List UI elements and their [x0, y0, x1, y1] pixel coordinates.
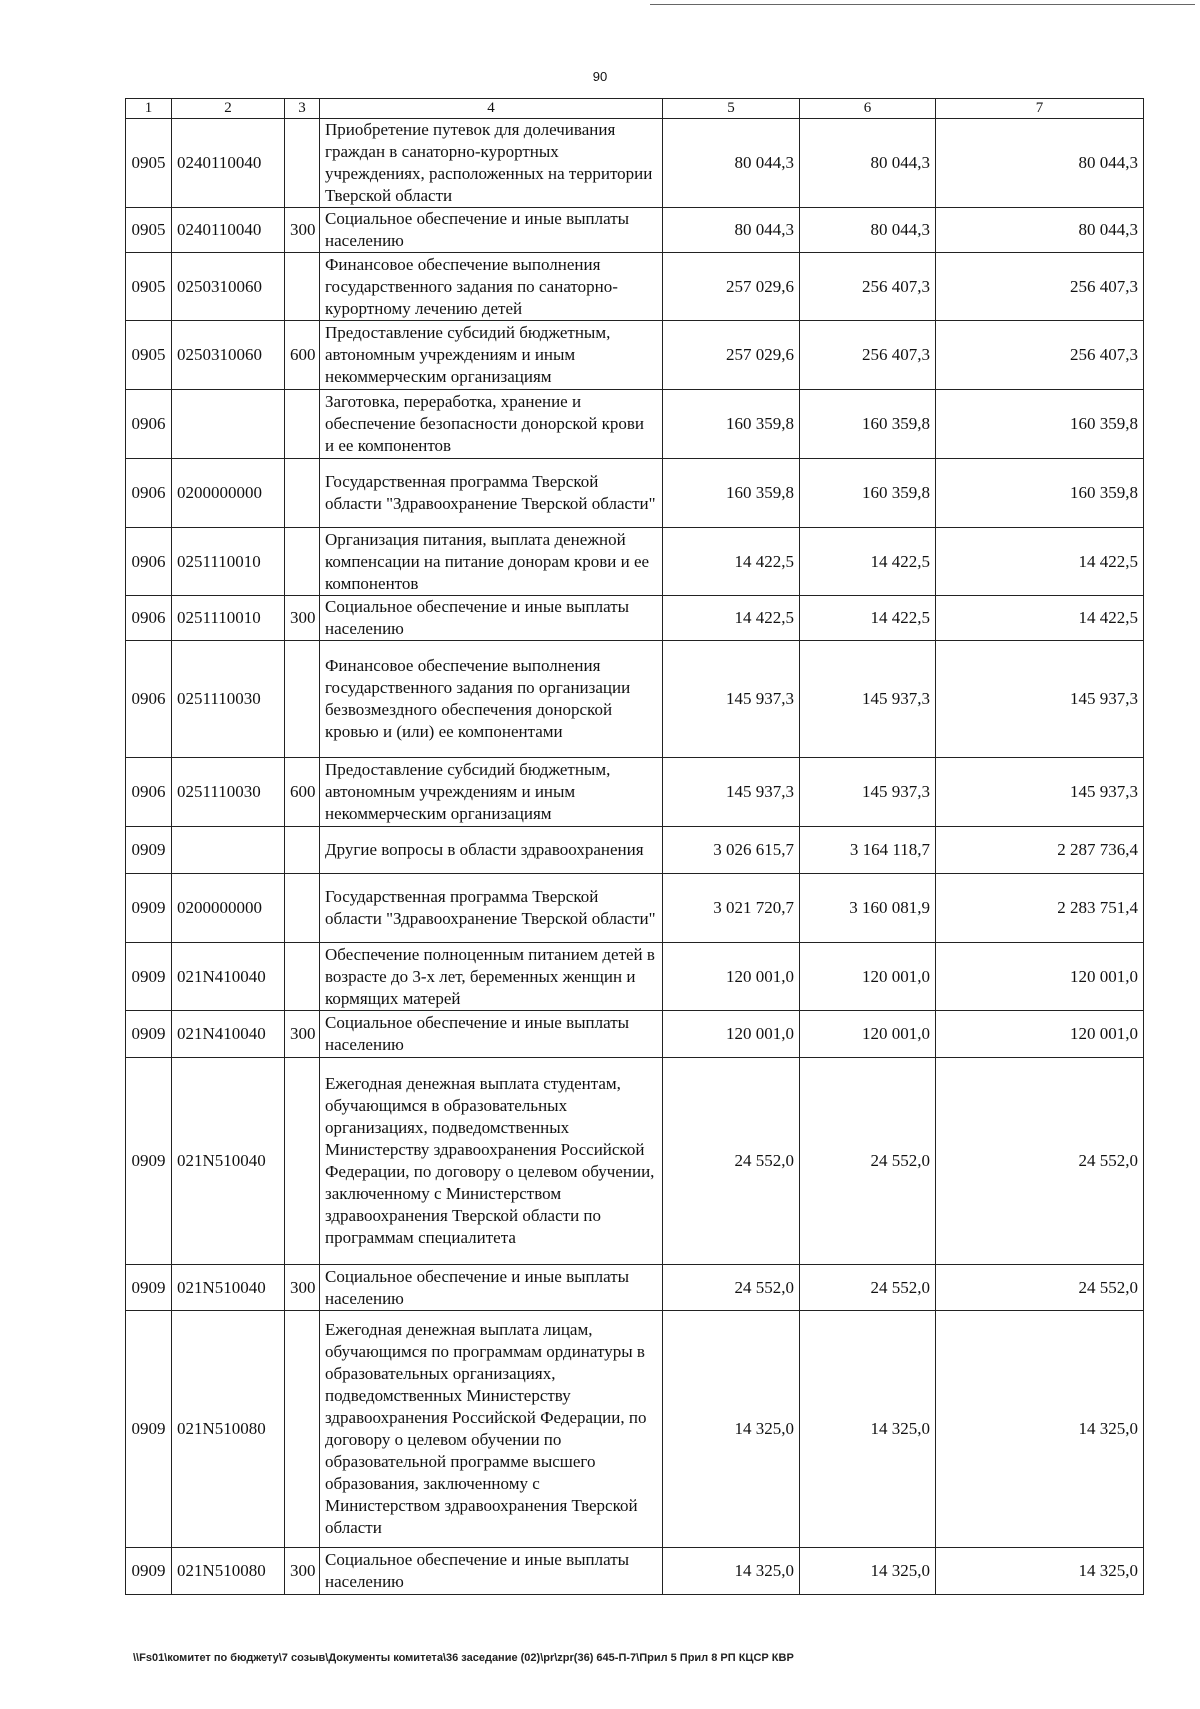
amount-col-5: 80 044,3: [663, 208, 800, 253]
amount-col-7: 24 552,0: [936, 1058, 1144, 1265]
amount-col-5: 14 325,0: [663, 1548, 800, 1595]
description: Социальное обеспечение и иные выплаты населению: [320, 1011, 663, 1058]
amount-col-6: 145 937,3: [800, 758, 936, 827]
table-row: [126, 943, 1144, 1011]
target-article-code: 0251110030: [172, 758, 285, 827]
section-code: 0909: [126, 1311, 172, 1548]
section-code: 0906: [126, 758, 172, 827]
table-row: [126, 253, 1144, 321]
target-article-code: 0240110040: [172, 208, 285, 253]
section-code: 0909: [126, 1265, 172, 1311]
description: Государственная программа Тверской области "Здравоохранение Тверской области": [320, 459, 663, 528]
section-code: 0909: [126, 874, 172, 943]
amount-col-7: 2 287 736,4: [936, 827, 1144, 874]
expense-type-code: [285, 253, 320, 321]
amount-col-6: 24 552,0: [800, 1265, 936, 1311]
description: Заготовка, переработка, хранение и обеспечение безопасности донорской крови и ее компонентов: [320, 390, 663, 459]
table-row: [126, 459, 1144, 528]
page-number: 90: [592, 69, 608, 84]
amount-col-6: 256 407,3: [800, 253, 936, 321]
amount-col-7: 14 325,0: [936, 1548, 1144, 1595]
amount-col-5: 120 001,0: [663, 1011, 800, 1058]
amount-col-6: 160 359,8: [800, 459, 936, 528]
table-row: [126, 390, 1144, 459]
amount-col-6: 256 407,3: [800, 321, 936, 390]
description: Финансовое обеспечение выполнения государственного задания по санаторно-курортному лечению детей: [320, 253, 663, 321]
amount-col-7: 145 937,3: [936, 758, 1144, 827]
target-article-code: 021N410040: [172, 1011, 285, 1058]
description: Другие вопросы в области здравоохранения: [320, 827, 663, 874]
description: Ежегодная денежная выплата лицам, обучающимся по программам ординатуры в образовательных организациях, подведомственных Министерству здравоохранения Российской Федерации, по договору о целевом обучении по образовательной программе высшего образования, заключенному с Министерством здравоохранения Тверской области: [320, 1311, 663, 1548]
budget-table: [125, 98, 1144, 1595]
section-code: 0909: [126, 1548, 172, 1595]
amount-col-6: 160 359,8: [800, 390, 936, 459]
amount-col-7: 256 407,3: [936, 253, 1144, 321]
target-article-code: 0240110040: [172, 119, 285, 208]
amount-col-6: 14 422,5: [800, 596, 936, 641]
target-article-code: [172, 827, 285, 874]
section-code: 0909: [126, 1011, 172, 1058]
target-article-code: 0250310060: [172, 321, 285, 390]
col-header-3: 3: [285, 99, 320, 119]
expense-type-code: 300: [285, 596, 320, 641]
amount-col-6: 120 001,0: [800, 1011, 936, 1058]
amount-col-7: 80 044,3: [936, 208, 1144, 253]
section-code: 0909: [126, 827, 172, 874]
expense-type-code: [285, 119, 320, 208]
expense-type-code: 300: [285, 1548, 320, 1595]
description: Приобретение путевок для долечивания граждан в санаторно-курортных учреждениях, расположенных на территории Тверской области: [320, 119, 663, 208]
amount-col-6: 24 552,0: [800, 1058, 936, 1265]
col-header-7: 7: [936, 99, 1144, 119]
target-article-code: 0251110010: [172, 528, 285, 596]
amount-col-6: 14 325,0: [800, 1548, 936, 1595]
description: Социальное обеспечение и иные выплаты населению: [320, 1265, 663, 1311]
description: Обеспечение полноценным питанием детей в возрасте до 3-х лет, беременных женщин и кормящих матерей: [320, 943, 663, 1011]
target-article-code: 0251110010: [172, 596, 285, 641]
section-code: 0906: [126, 641, 172, 758]
expense-type-code: [285, 641, 320, 758]
header-row: [126, 99, 1144, 119]
amount-col-6: 14 422,5: [800, 528, 936, 596]
amount-col-7: 14 422,5: [936, 596, 1144, 641]
section-code: 0905: [126, 119, 172, 208]
section-code: 0906: [126, 390, 172, 459]
section-code: 0909: [126, 943, 172, 1011]
amount-col-7: 24 552,0: [936, 1265, 1144, 1311]
expense-type-code: [285, 528, 320, 596]
amount-col-5: 145 937,3: [663, 641, 800, 758]
amount-col-5: 145 937,3: [663, 758, 800, 827]
col-header-4: 4: [320, 99, 663, 119]
target-article-code: 021N510080: [172, 1311, 285, 1548]
col-header-2: 2: [172, 99, 285, 119]
table-row: [126, 596, 1144, 641]
amount-col-5: 24 552,0: [663, 1058, 800, 1265]
table-row: [126, 321, 1144, 390]
table-row: [126, 1265, 1144, 1311]
target-article-code: [172, 390, 285, 459]
target-article-code: 0200000000: [172, 874, 285, 943]
description: Предоставление субсидий бюджетным, автономным учреждениям и иным некоммерческим организациям: [320, 758, 663, 827]
expense-type-code: [285, 459, 320, 528]
amount-col-6: 14 325,0: [800, 1311, 936, 1548]
expense-type-code: 300: [285, 1265, 320, 1311]
section-code: 0906: [126, 596, 172, 641]
file-path-footer: \\Fs01\комитет по бюджету\7 созыв\Документы комитета\36 заседание (02)\pr\zpr(36) 645-П-7\Прил 5 Прил 8 РП КЦСР КВР: [133, 1652, 794, 1664]
amount-col-7: 160 359,8: [936, 459, 1144, 528]
amount-col-5: 257 029,6: [663, 321, 800, 390]
amount-col-5: 80 044,3: [663, 119, 800, 208]
amount-col-6: 145 937,3: [800, 641, 936, 758]
table-row: [126, 1058, 1144, 1265]
section-code: 0905: [126, 321, 172, 390]
amount-col-6: 80 044,3: [800, 119, 936, 208]
section-code: 0906: [126, 528, 172, 596]
table-row: [126, 528, 1144, 596]
section-code: 0905: [126, 253, 172, 321]
amount-col-5: 24 552,0: [663, 1265, 800, 1311]
amount-col-6: 80 044,3: [800, 208, 936, 253]
table-row: [126, 758, 1144, 827]
table-row: [126, 119, 1144, 208]
expense-type-code: [285, 827, 320, 874]
amount-col-7: 120 001,0: [936, 943, 1144, 1011]
amount-col-6: 3 164 118,7: [800, 827, 936, 874]
table-row: [126, 641, 1144, 758]
amount-col-7: 160 359,8: [936, 390, 1144, 459]
description: Финансовое обеспечение выполнения государственного задания по организации безвозмездного обеспечения донорской кровью и (или) ее компонентами: [320, 641, 663, 758]
target-article-code: 0251110030: [172, 641, 285, 758]
scan-edge-line: [650, 4, 1195, 5]
description: Ежегодная денежная выплата студентам, обучающимся в образовательных организациях, подведомственных Министерству здравоохранения Российской Федерации, по договору о целевом обучении, заключенному с Министерством здравоохранения Тверской области по программам специалитета: [320, 1058, 663, 1265]
description: Государственная программа Тверской области "Здравоохранение Тверской области": [320, 874, 663, 943]
amount-col-5: 14 325,0: [663, 1311, 800, 1548]
expense-type-code: 600: [285, 758, 320, 827]
section-code: 0909: [126, 1058, 172, 1265]
col-header-5: 5: [663, 99, 800, 119]
col-header-1: 1: [126, 99, 172, 119]
section-code: 0905: [126, 208, 172, 253]
amount-col-7: 256 407,3: [936, 321, 1144, 390]
expense-type-code: [285, 874, 320, 943]
col-header-6: 6: [800, 99, 936, 119]
table-row: [126, 1011, 1144, 1058]
description: Организация питания, выплата денежной компенсации на питание донорам крови и ее компонентов: [320, 528, 663, 596]
amount-col-5: 257 029,6: [663, 253, 800, 321]
table-row: [126, 1311, 1144, 1548]
expense-type-code: 600: [285, 321, 320, 390]
amount-col-7: 80 044,3: [936, 119, 1144, 208]
amount-col-6: 3 160 081,9: [800, 874, 936, 943]
amount-col-5: 3 021 720,7: [663, 874, 800, 943]
target-article-code: 021N510080: [172, 1548, 285, 1595]
description: Социальное обеспечение и иные выплаты населению: [320, 208, 663, 253]
amount-col-5: 14 422,5: [663, 528, 800, 596]
expense-type-code: [285, 1311, 320, 1548]
target-article-code: 021N410040: [172, 943, 285, 1011]
amount-col-7: 145 937,3: [936, 641, 1144, 758]
amount-col-5: 3 026 615,7: [663, 827, 800, 874]
table-row: [126, 208, 1144, 253]
target-article-code: 0200000000: [172, 459, 285, 528]
table-row: [126, 874, 1144, 943]
amount-col-7: 120 001,0: [936, 1011, 1144, 1058]
amount-col-7: 14 422,5: [936, 528, 1144, 596]
description: Социальное обеспечение и иные выплаты населению: [320, 596, 663, 641]
amount-col-7: 14 325,0: [936, 1311, 1144, 1548]
expense-type-code: [285, 390, 320, 459]
expense-type-code: [285, 1058, 320, 1265]
target-article-code: 021N510040: [172, 1058, 285, 1265]
amount-col-5: 14 422,5: [663, 596, 800, 641]
table-row: [126, 827, 1144, 874]
amount-col-7: 2 283 751,4: [936, 874, 1144, 943]
amount-col-6: 120 001,0: [800, 943, 936, 1011]
target-article-code: 0250310060: [172, 253, 285, 321]
amount-col-5: 120 001,0: [663, 943, 800, 1011]
expense-type-code: 300: [285, 208, 320, 253]
section-code: 0906: [126, 459, 172, 528]
target-article-code: 021N510040: [172, 1265, 285, 1311]
expense-type-code: 300: [285, 1011, 320, 1058]
expense-type-code: [285, 943, 320, 1011]
description: Социальное обеспечение и иные выплаты населению: [320, 1548, 663, 1595]
amount-col-5: 160 359,8: [663, 390, 800, 459]
description: Предоставление субсидий бюджетным, автономным учреждениям и иным некоммерческим организациям: [320, 321, 663, 390]
table-row: [126, 1548, 1144, 1595]
amount-col-5: 160 359,8: [663, 459, 800, 528]
